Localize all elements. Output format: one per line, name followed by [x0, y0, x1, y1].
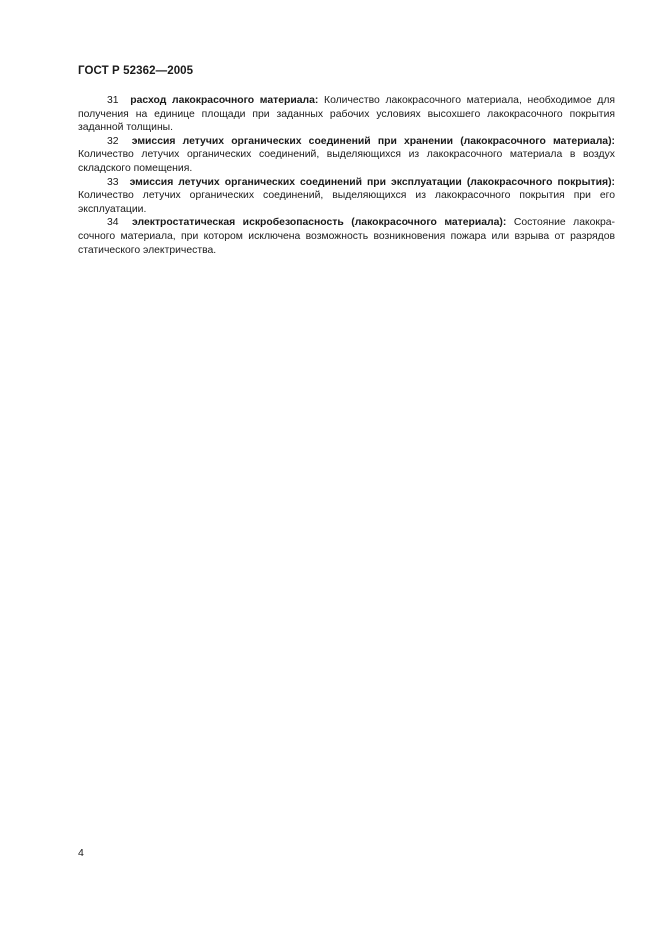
document-header: ГОСТ Р 52362—2005 [78, 65, 194, 77]
entry-number: 32 [107, 135, 119, 147]
term-definition: Количество лакокрасочного материала, необходимое для получения на единице площади при заданных рабочих условиях высохшего лакокрасочного покрытия заданной толщины. [78, 95, 616, 134]
term-title: расход лакокрасочного материала: [130, 95, 319, 106]
page-number: 4 [78, 847, 84, 859]
term-title: эмиссия летучих органических соединений при хранении (лакокрасочного материала): [131, 135, 616, 147]
entry-number: 31 [107, 95, 119, 106]
term-entry-33 [78, 176, 615, 217]
term-definition: Состояние лакокрасочного материала, при котором исключена возможность возникновения пожара или взрыва от разрядов статического электричества. [78, 217, 615, 256]
term-title: эмиссия летучих органических соединений при эксплуатации (лакокрасочного покрытия): [129, 176, 615, 188]
term-entry-34 [78, 216, 615, 257]
entry-number: 33 [107, 176, 119, 188]
term-title: электростатическая искробезопасность (лакокрасочного материала): [132, 217, 507, 229]
term-definition: Количество летучих органических соединений, выделяющихся из лакокрасочного покрытия при его эксплуатации. [78, 190, 615, 215]
term-entry-32 [78, 135, 615, 176]
term-entry-31 [78, 94, 615, 135]
terms-list [78, 94, 615, 257]
entry-number: 34 [107, 217, 119, 229]
term-definition: Количество летучих органических соединений, выделяющихся из лакокрасочного материала в воздух складского помещения. [78, 149, 615, 174]
